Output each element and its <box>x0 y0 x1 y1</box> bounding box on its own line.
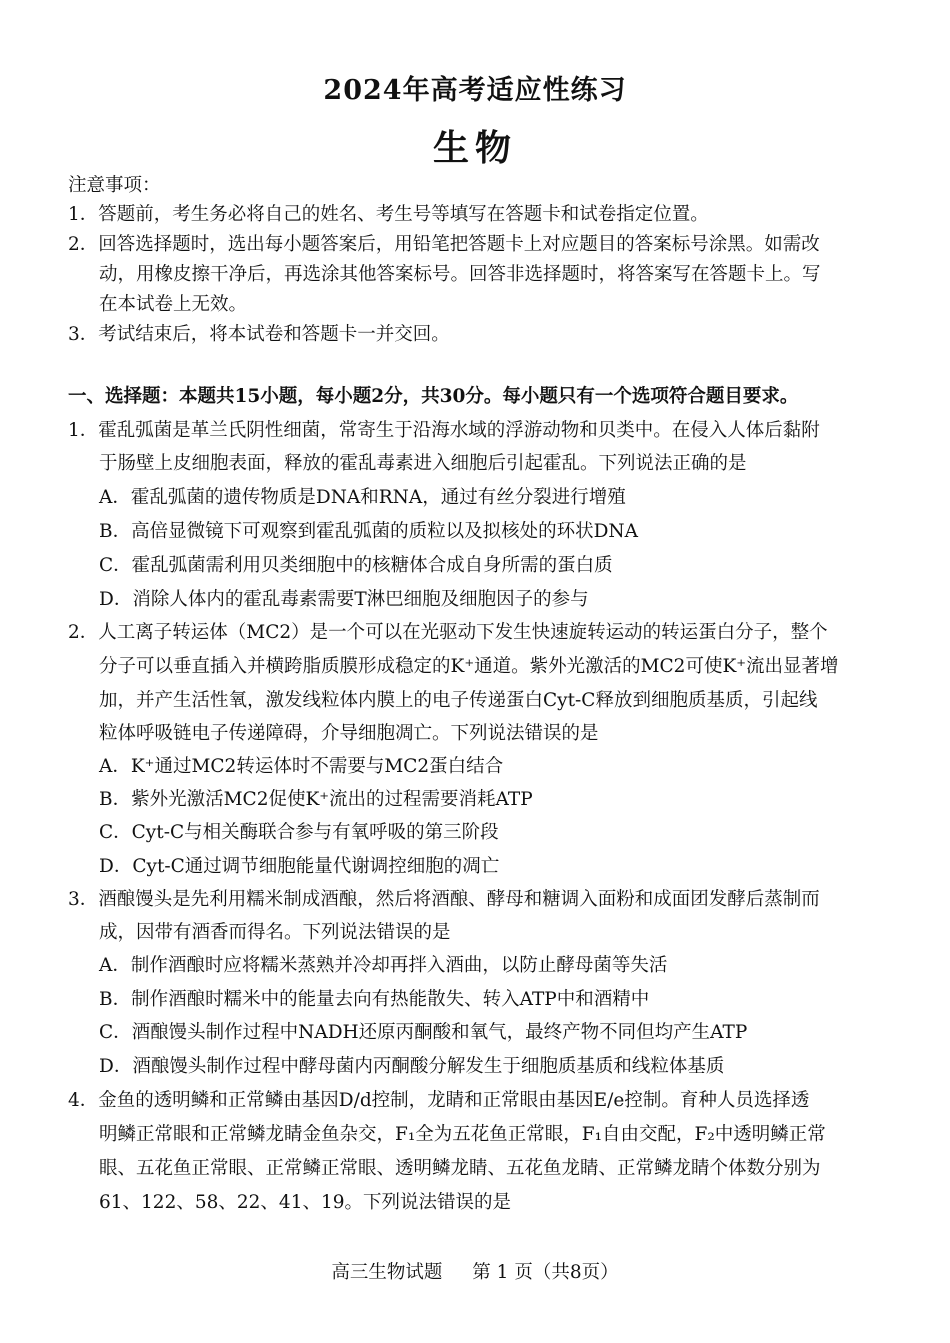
question-stem: 分子可以垂直插入并横跨脂质膜形成稳定的K⁺通道。紫外光激活的MC2可使K⁺流出显著增 <box>99 656 839 677</box>
question-stem: 加，并产生活性氧，激发线粒体内膜上的电子传递蛋白Cyt-C释放到细胞质基质，引起线 <box>99 690 818 711</box>
option: D．消除人体内的霍乱毒素需要T淋巴细胞及细胞因子的参与 <box>99 589 589 610</box>
subject-title: 生物 <box>432 127 517 169</box>
option: A．K⁺通过MC2转运体时不需要与MC2蛋白结合 <box>99 756 504 777</box>
question-stem: 眼、五花鱼正常眼、正常鳞正常眼、透明鳞龙睛、五花鱼龙睛、正常鳞龙睛个体数分别为 <box>99 1158 821 1179</box>
question-stem: 1．霍乱弧菌是革兰氏阴性细菌，常寄生于沿海水域的浮游动物和贝类中。在侵入人体后黏附 <box>68 420 820 441</box>
question-stem: 粒体呼吸链电子传递障碍，介导细胞凋亡。下列说法错误的是 <box>99 723 599 744</box>
option: D．酒酿馒头制作过程中酵母菌内丙酮酸分解发生于细胞质基质和线粒体基质 <box>99 1056 725 1077</box>
question-stem: 61、122、58、22、41、19。下列说法错误的是 <box>99 1192 512 1213</box>
option: C．霍乱弧菌需利用贝类细胞中的核糖体合成自身所需的蛋白质 <box>99 555 613 576</box>
notice-heading: 注意事项： <box>68 175 161 196</box>
notice-line: 3．考试结束后，将本试卷和答题卡一并交回。 <box>68 324 450 345</box>
option: C．酒酿馒头制作过程中NADH还原丙酮酸和氧气，最终产物不同但均产生ATP <box>99 1022 748 1043</box>
option: D．Cyt-C通过调节细胞能量代谢调控细胞的凋亡 <box>99 856 500 877</box>
notice-line: 1．答题前，考生务必将自己的姓名、考生号等填写在答题卡和试卷指定位置。 <box>68 204 709 225</box>
question-stem: 明鳞正常眼和正常鳞龙睛金鱼杂交，F₁全为五花鱼正常眼，F₁自由交配，F₂中透明鳞正常 <box>99 1124 826 1145</box>
question-stem: 于肠壁上皮细胞表面，释放的霍乱毒素进入细胞后引起霍乱。下列说法正确的是 <box>99 453 747 474</box>
option: A．霍乱弧菌的遗传物质是DNA和RNA，通过有丝分裂进行增殖 <box>99 487 626 508</box>
question-stem: 成，因带有酒香而得名。下列说法错误的是 <box>99 922 451 943</box>
notice-line: 动，用橡皮擦干净后，再选涂其他答案标号。回答非选择题时，将答案写在答题卡上。写 <box>99 264 821 285</box>
section-heading: 一、选择题：本题共15小题，每小题2分，共30分。每小题只有一个选项符合题目要求。 <box>68 386 799 407</box>
notice-line: 2．回答选择题时，选出每小题答案后，用铅笔把答题卡上对应题目的答案标号涂黑。如需改 <box>68 234 820 255</box>
question-stem: 2．人工离子转运体（MC2）是一个可以在光驱动下发生快速旋转运动的转运蛋白分子，整个 <box>68 622 828 643</box>
question-stem: 4．金鱼的透明鳞和正常鳞由基因D/d控制，龙睛和正常眼由基因E/e控制。育种人员选择透 <box>68 1090 810 1111</box>
footer-page-number: 第 1 页（共8页） <box>472 1262 619 1283</box>
question-stem: 3．酒酿馒头是先利用糯米制成酒酿，然后将酒酿、酵母和糖调入面粉和成面团发酵后蒸制而 <box>68 889 820 910</box>
option: A．制作酒酿时应将糯米蒸熟并冷却再拌入酒曲，以防止酵母菌等失活 <box>99 955 668 976</box>
page-footer <box>0 1258 950 1284</box>
option: B．制作酒酿时糯米中的能量去向有热能散失、转入ATP中和酒精中 <box>99 989 650 1010</box>
footer-course: 高三生物试题 <box>331 1262 443 1283</box>
option: B．紫外光激活MC2促使K⁺流出的过程需要消耗ATP <box>99 789 533 810</box>
option: C．Cyt-C与相关酶联合参与有氧呼吸的第三阶段 <box>99 822 499 843</box>
notice-line: 在本试卷上无效。 <box>99 294 248 315</box>
exam-title: 2024年高考适应性练习 <box>323 75 627 106</box>
option: B．高倍显微镜下可观察到霍乱弧菌的质粒以及拟核处的环状DNA <box>99 521 638 542</box>
